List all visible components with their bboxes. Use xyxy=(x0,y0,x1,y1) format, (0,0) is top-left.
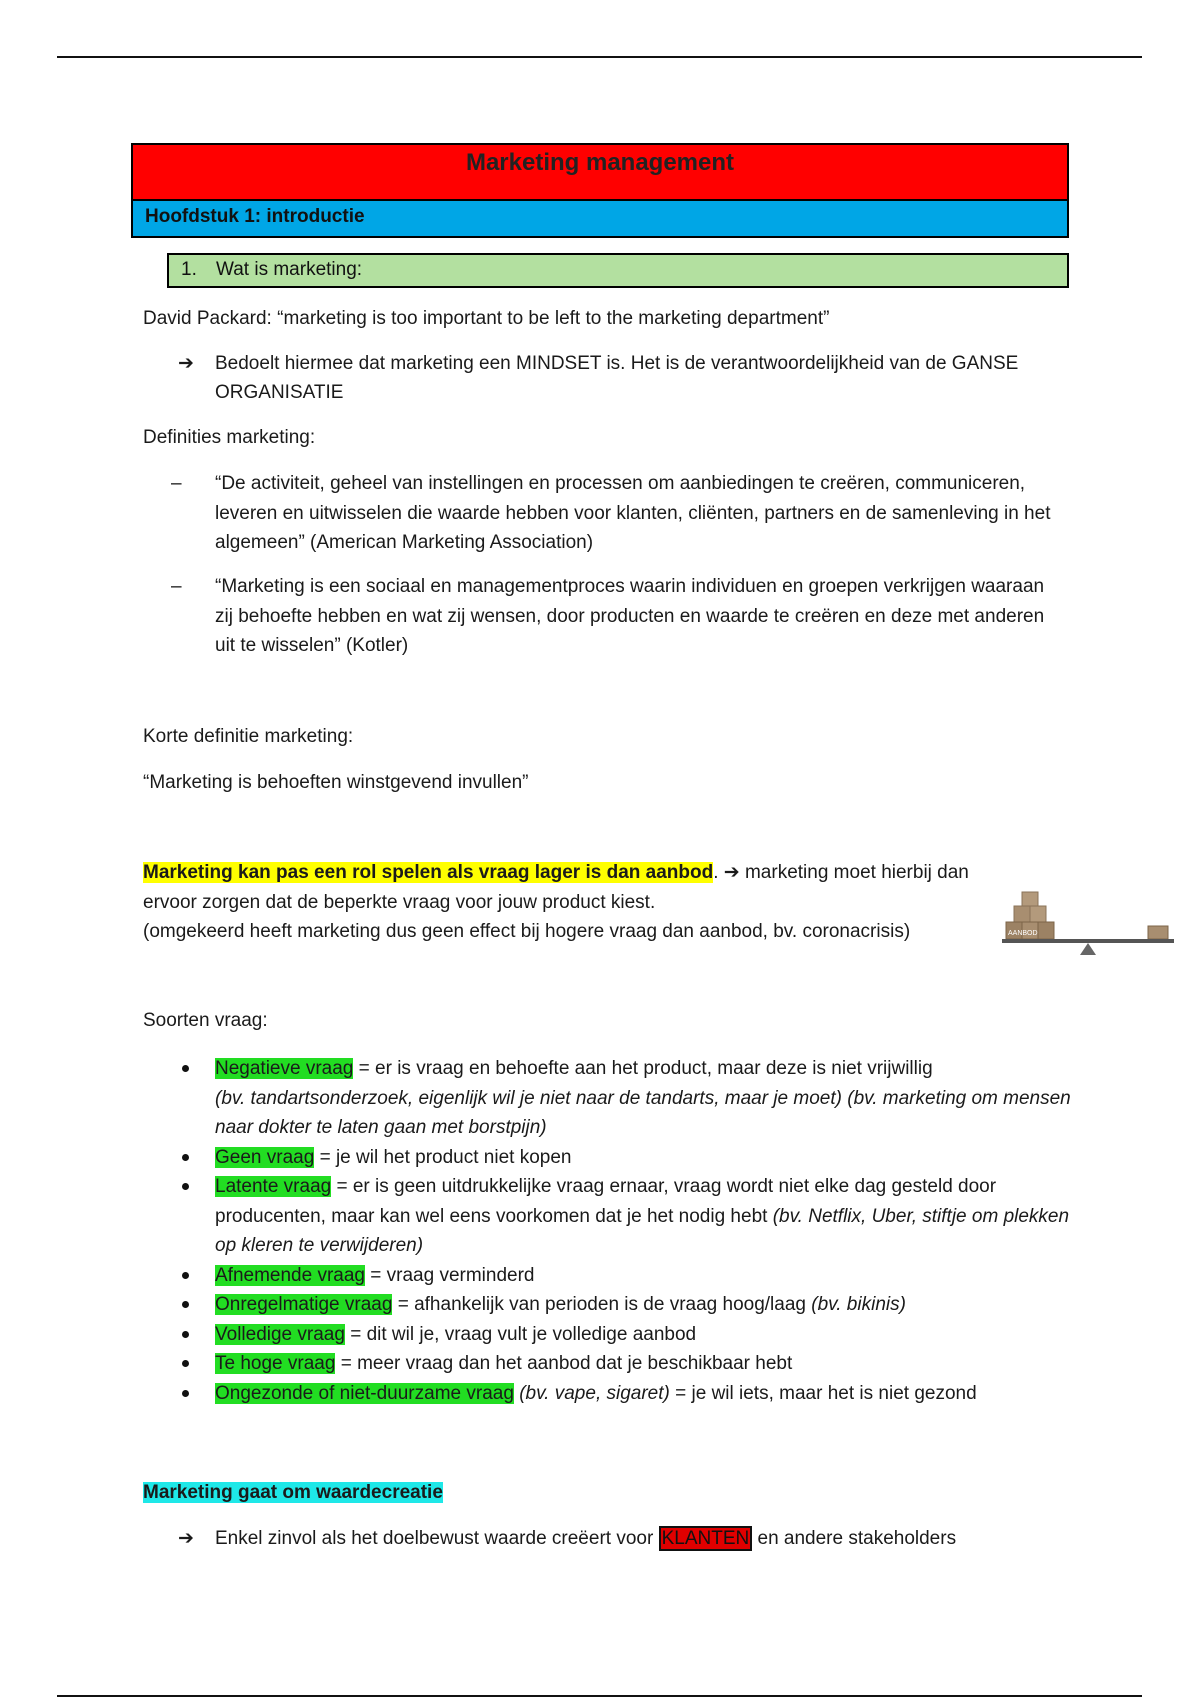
list-item xyxy=(178,1379,1078,1409)
definition-item xyxy=(171,572,1051,661)
demand-term: Onregelmatige vraag xyxy=(215,1294,393,1315)
arrow-icon: ➔ xyxy=(178,1528,194,1549)
definition-text: “De activiteit, geheel van instellingen en processen om aanbiedingen te creëren, communiceren, leveren en uitwisselen die waarde hebben voor klanten, cliënten, partners en de samenleving in het algemeen” (American Marketing Association) xyxy=(215,473,1051,553)
demand-types-heading: Soorten vraag: xyxy=(143,1010,268,1031)
short-definition-heading: Korte definitie marketing: xyxy=(143,726,354,747)
definitions-heading: Definities marketing: xyxy=(143,427,316,448)
list-item xyxy=(178,1054,1078,1143)
demand-desc: = je wil iets, maar het is niet gezond xyxy=(669,1382,977,1404)
definition-item xyxy=(171,469,1051,558)
demand-desc: = meer vraag dan het aanbod dat je beschikbaar hebt xyxy=(335,1353,793,1374)
list-item xyxy=(178,1290,1078,1320)
demand-term: Volledige vraag xyxy=(215,1323,345,1345)
section-number: 1. xyxy=(181,259,197,280)
list-item xyxy=(178,1172,1078,1261)
demand-desc: = dit wil je, vraag vult je volledige aanbod xyxy=(344,1323,697,1345)
packard-explanation xyxy=(178,349,1058,407)
packard-quote: David Packard: “marketing is too important to be left to the marketing department” xyxy=(143,308,830,329)
section-title: Wat is marketing: xyxy=(216,259,363,280)
dash-icon: – xyxy=(171,473,182,494)
demand-role-paragraph xyxy=(143,858,1023,947)
demand-desc: = je wil het product niet kopen xyxy=(314,1146,572,1168)
demand-term: Negatieve vraag xyxy=(215,1058,354,1079)
list-item xyxy=(178,1143,1078,1173)
list-item xyxy=(178,1261,1078,1291)
demand-role-note: (omgekeerd heeft marketing dus geen effect bij hogere vraag dan aanbod, bv. coronacrisis) xyxy=(143,921,911,942)
demand-term: Latente vraag xyxy=(215,1176,332,1197)
demand-role-highlight: Marketing kan pas een rol spelen als vraag lager is dan aanbod xyxy=(143,862,714,883)
klanten-highlight: KLANTEN xyxy=(659,1526,753,1551)
top-rule xyxy=(57,56,1142,58)
demand-desc: = er is vraag en behoefte aan het product, maar deze is niet vrijwillig xyxy=(353,1058,933,1079)
demand-desc: = vraag verminderd xyxy=(365,1264,535,1286)
chapter-heading: Hoofdstuk 1: introductie xyxy=(131,201,1069,238)
demand-desc: = er is geen uitdrukkelijke vraag ernaar, vraag wordt niet elke dag gesteld door producenten, maar kan wel eens voorkomen dat je het nodig hebt xyxy=(215,1176,997,1227)
demand-term: Afnemende vraag xyxy=(215,1264,365,1286)
demand-example: (bv. Netflix, Uber, stiftje om plekken op kleren te verwijderen) xyxy=(215,1205,1070,1256)
value-creation-heading xyxy=(143,1478,1073,1507)
scale-label: AANBOD xyxy=(1008,930,1038,937)
arrow-icon: ➔ xyxy=(178,353,194,374)
demand-term: Geen vraag xyxy=(215,1146,315,1168)
bottom-rule xyxy=(57,1695,1142,1697)
demand-example: (bv. tandartsonderzoek, eigenlijk wil je niet naar de tandarts, maar je moet) (bv. marketing om mensen naar dokter te laten gaan met borstpijn) xyxy=(215,1087,1071,1138)
demand-example: (bv. vape, sigaret) xyxy=(513,1382,670,1404)
packard-explanation-text: Bedoelt hiermee dat marketing een MINDSET is. Het is de verantwoordelijkheid van de GANSE ORGANISATIE xyxy=(215,353,1019,403)
demand-term: Te hoge vraag xyxy=(215,1353,336,1374)
demand-types-list xyxy=(178,1054,1078,1408)
value-creation-highlight: Marketing gaat om waardecreatie xyxy=(143,1482,443,1503)
list-item xyxy=(178,1320,1078,1350)
document-title: Marketing management xyxy=(131,143,1069,201)
short-definition-text: “Marketing is behoeften winstgevend invullen” xyxy=(143,772,529,793)
value-creation-line xyxy=(178,1524,1058,1553)
demand-desc: = afhankelijk van perioden is de vraag hoog/laag xyxy=(392,1294,812,1315)
dash-icon: – xyxy=(171,576,182,597)
value-creation-before: Enkel zinvol als het doelbewust waarde creëert voor xyxy=(215,1528,659,1549)
demand-example: (bv. bikinis) xyxy=(811,1294,906,1315)
value-creation-text xyxy=(215,1524,1058,1553)
scale-illustration xyxy=(1000,885,1175,970)
section-heading xyxy=(167,253,1069,288)
list-item xyxy=(178,1349,1078,1379)
demand-role-text: . ➔ marketing moet hierbij dan ervoor zorgen dat de beperkte vraag voor jouw product kiest. xyxy=(143,862,969,913)
definition-text: “Marketing is een sociaal en managementproces waarin individuen en groepen verkrijgen waaraan zij behoefte hebben en wat zij wensen, door producten en waarde te creëren en deze met anderen uit te wisselen” (Kotler) xyxy=(215,576,1045,656)
value-creation-after: en andere stakeholders xyxy=(752,1528,957,1549)
demand-term: Ongezonde of niet-duurzame vraag xyxy=(215,1382,514,1404)
